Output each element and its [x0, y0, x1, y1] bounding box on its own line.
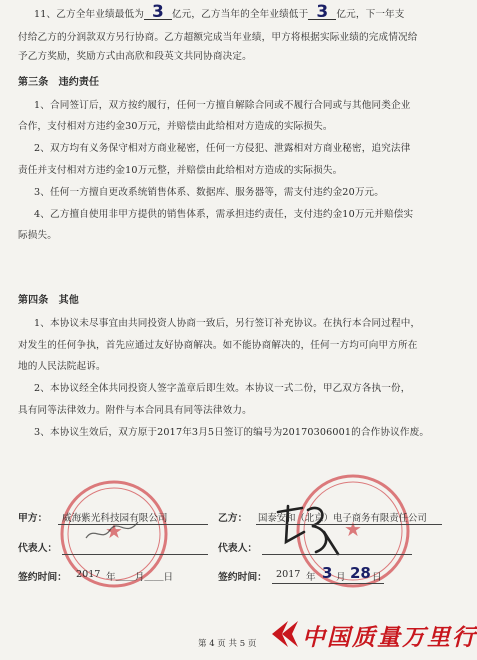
watermark-text: 中国质量万里行	[302, 625, 477, 651]
party-b-rep-label: 代表人：	[218, 543, 258, 554]
clause11-text-c: 亿元，下一年支	[336, 9, 405, 20]
clause11-line1	[34, 2, 438, 22]
article4-p1-line1: 1、本协议未尽事宜由共同投资人协商一致后，另行签订补充协议。在执行本合同过程中，	[34, 318, 421, 329]
article3-p4-line1: 4、乙方擅自使用非甲方提供的销售体系，需承担违约责任，支付违约金10万元并赔偿实	[34, 209, 414, 220]
article3-p3-line1: 3、任何一方擅自更改系统销售体系、数据库、服务器等，需支付违约金20万元。	[34, 187, 385, 198]
article4-p2-line1: 2、本协议经全体共同投资人签字盖章后即生效。本协议一式二份，甲乙双方各执一份，	[34, 383, 411, 394]
watermark-logo-icon	[268, 619, 300, 649]
clause11-text-a: 11、乙方全年业绩最低为	[34, 9, 144, 20]
party-b-date-label: 签约时间：	[218, 572, 267, 583]
party-b-date-underline	[272, 583, 384, 584]
page-number: 第 4 页 共 5 页	[198, 639, 257, 649]
clause11-line2: 付给乙方的分润款双方另行协商。乙方超额完成当年业绩，甲方将根据实际业绩的完成情况给	[18, 32, 418, 43]
party-b-name: 国泰安和（北京）电子商务有限责任公司	[258, 513, 427, 524]
party-a-underline	[58, 524, 208, 525]
article4-p1-line3: 地的人民法院起诉。	[18, 361, 106, 372]
party-a-date-suffix: 年＿＿月＿＿日	[106, 572, 174, 583]
clause11-line3: 予乙方奖励，奖励方式由高欣和段英文共同协商决定。	[18, 51, 252, 62]
article3-p1-line2: 合作，支付相对方违约金30万元，并赔偿由此给相对方造成的实际损失。	[18, 121, 333, 132]
svg-text:★: ★	[344, 517, 362, 541]
party-b-month-char: 月	[336, 572, 346, 583]
party-a-label: 甲方：	[18, 513, 48, 524]
handwritten-amount-2: 3	[308, 6, 336, 20]
svg-text:★: ★	[105, 519, 123, 543]
party-b-rep-underline	[262, 554, 412, 555]
party-b-date-year: 2017	[276, 569, 301, 580]
party-b-underline	[256, 524, 442, 525]
watermark	[268, 617, 477, 651]
article3-heading: 第三条 违约责任	[18, 77, 100, 88]
article3-p2-line1: 2、双方均有义务保守相对方商业秘密，任何一方侵犯、泄露相对方商业秘密，追究法律	[34, 143, 411, 154]
party-b-date-month: 3	[322, 564, 333, 582]
party-a-rep-underline	[62, 554, 208, 555]
party-b-label: 乙方：	[218, 513, 248, 524]
article3-p1-line1: 1、合同签订后，双方按约履行，任何一方擅自解除合同或不履行合同或与其他同类企业	[34, 100, 411, 111]
clause11-text-b: 亿元，乙方当年的全年业绩低于	[171, 9, 309, 20]
party-b-date-day: 28	[350, 564, 371, 582]
party-b-year-char: 年	[306, 572, 316, 583]
article4-heading: 第四条 其他	[18, 295, 79, 306]
party-b-day-char: 日	[372, 572, 382, 583]
party-a-date-year: 2017	[76, 569, 101, 580]
party-a-name: 威海紫光科技园有限公司	[62, 513, 168, 524]
article4-p1-line2: 对发生的任何争执，首先应通过友好协商解决。如不能协商解决的，任何一方均可向甲方所在	[18, 340, 418, 351]
handwritten-amount-1: 3	[144, 6, 172, 20]
article3-p4-line2: 际损失。	[18, 230, 57, 241]
article3-p2-line2: 责任并支付相对方违约金10万元整，并赔偿由此给相对方造成的实际损失。	[18, 165, 343, 176]
party-a-date-label: 签约时间：	[18, 572, 67, 583]
party-a-rep-label: 代表人：	[18, 543, 58, 554]
article4-p2-line2: 具有同等法律效力。附件与本合同具有同等法律效力。	[18, 405, 252, 416]
article4-p3-line1: 3、本协议生效后，双方原于2017年3月5日签订的编号为20170306001的合作协议作废。	[34, 427, 430, 438]
